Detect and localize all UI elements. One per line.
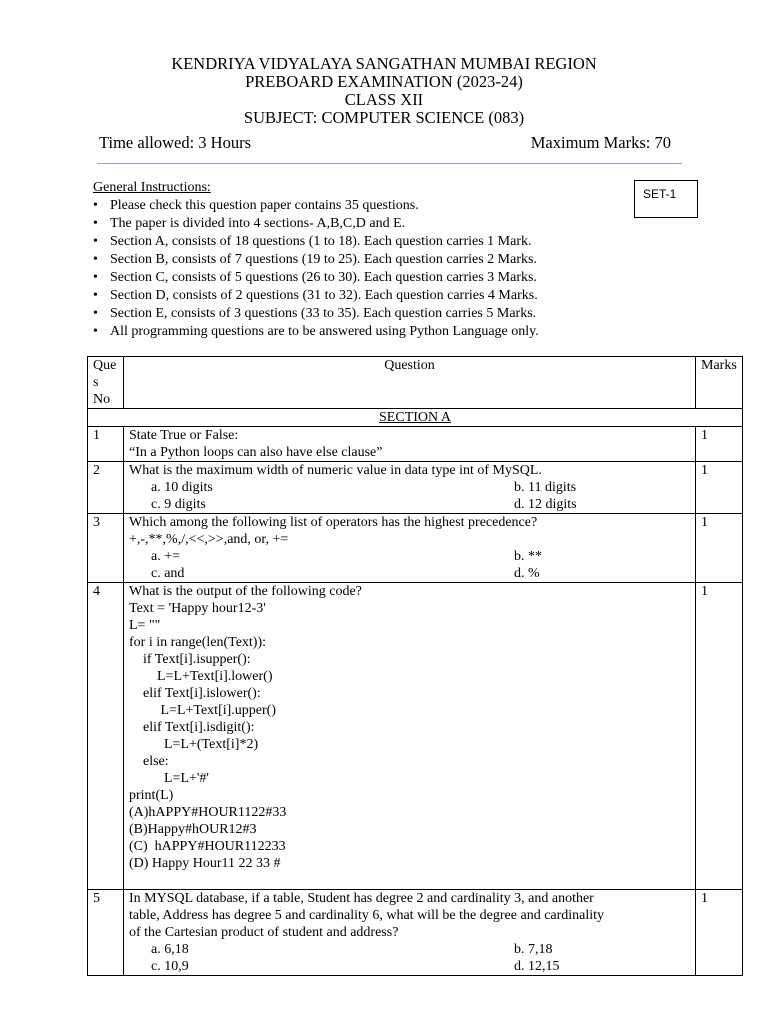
- option-b: b. 11 digits: [514, 480, 577, 495]
- table-row: [88, 514, 743, 583]
- table-row: [88, 462, 743, 514]
- options-grid: [151, 548, 690, 582]
- time-marks-row: [99, 133, 671, 153]
- code-line: L=L+Text[i].upper(): [129, 703, 276, 718]
- question-line: of the Cartesian product of student and address?: [129, 925, 399, 940]
- question-text: [124, 427, 696, 462]
- code-line: print(L): [129, 788, 174, 803]
- exam-name: PREBOARD EXAMINATION (2023-24): [245, 72, 523, 91]
- table-row: [88, 583, 743, 890]
- question-line: “In a Python loops can also have else clause”: [129, 445, 383, 460]
- question-line: Which among the following list of operators has the highest precedence?: [129, 515, 538, 530]
- question-number: 4: [88, 583, 124, 890]
- instructions-list: [93, 197, 539, 341]
- header-question-no: [88, 357, 124, 409]
- question-number: 1: [88, 427, 124, 462]
- section-row: [88, 409, 743, 427]
- header-no-line: s No: [93, 375, 111, 407]
- question-text: [124, 583, 696, 890]
- option-a: a. 6,18: [151, 942, 189, 957]
- question-marks: 1: [696, 462, 743, 514]
- code-line: L= "": [129, 618, 161, 633]
- option-c: c. 9 digits: [151, 497, 206, 512]
- question-number: 5: [88, 890, 124, 976]
- question-line: In MYSQL database, if a table, Student has degree 2 and cardinality 3, and another: [129, 891, 594, 906]
- subject-name: SUBJECT: COMPUTER SCIENCE (083): [243, 108, 525, 127]
- code-line: else:: [129, 754, 169, 769]
- question-marks: 1: [696, 583, 743, 890]
- code-line: L=L+'#': [129, 771, 209, 786]
- exam-header: [0, 55, 768, 127]
- table-header-row: [88, 357, 743, 409]
- instruction-item: • Section B, consists of 7 questions (19 to 25). Each question carries 2 Marks.: [93, 251, 539, 269]
- code-line: if Text[i].isupper():: [129, 652, 251, 667]
- options-grid: [151, 941, 690, 975]
- instructions-title: General Instructions:: [93, 180, 211, 195]
- option-b: b. 7,18: [514, 942, 553, 957]
- header-question: Question: [124, 357, 696, 409]
- header-marks: Marks: [696, 357, 743, 409]
- option-c: c. 10,9: [151, 959, 189, 974]
- question-text: [124, 462, 696, 514]
- table-row: [88, 890, 743, 976]
- question-line: What is the maximum width of numeric value in data type int of MySQL.: [129, 463, 542, 478]
- answer-option: (A)hAPPY#HOUR1122#33: [129, 805, 287, 820]
- instruction-item: • Section E, consists of 3 questions (33 to 35). Each question carries 5 Marks.: [93, 305, 539, 323]
- question-marks: 1: [696, 514, 743, 583]
- question-line: State True or False:: [129, 428, 239, 443]
- header-no-line: Que: [93, 358, 117, 373]
- question-marks: 1: [696, 427, 743, 462]
- table-row: [88, 427, 743, 462]
- answer-option: (B)Happy#hOUR12#3: [129, 822, 257, 837]
- answer-option: (D) Happy Hour11 22 33 #: [129, 856, 281, 871]
- instruction-item: • Section C, consists of 5 questions (26 to 30). Each question carries 3 Marks.: [93, 269, 539, 287]
- option-c: c. and: [151, 566, 185, 581]
- class-name: CLASS XII: [344, 90, 424, 109]
- set-label-box: SET-1: [634, 180, 698, 218]
- option-d: d. 12,15: [514, 959, 560, 974]
- code-line: elif Text[i].isdigit():: [129, 720, 255, 735]
- maximum-marks: Maximum Marks: 70: [530, 133, 671, 152]
- option-a: a. +=: [151, 549, 181, 564]
- question-line: table, Address has degree 5 and cardinality 6, what will be the degree and cardinality: [129, 908, 605, 923]
- instruction-item: • Section D, consists of 2 questions (31 to 32). Each question carries 4 Marks.: [93, 287, 539, 305]
- options-grid: [151, 479, 690, 513]
- instruction-item: • Please check this question paper contains 35 questions.: [93, 197, 539, 215]
- question-text: [124, 890, 696, 976]
- option-d: d. 12 digits: [514, 497, 577, 512]
- option-b: b. **: [514, 549, 542, 564]
- code-line: for i in range(len(Text)):: [129, 635, 267, 650]
- code-line: L=L+Text[i].lower(): [129, 669, 273, 684]
- org-name: KENDRIYA VIDYALAYA SANGATHAN MUMBAI REGION: [171, 54, 597, 73]
- instruction-item: • The paper is divided into 4 sections- A,B,C,D and E.: [93, 215, 539, 233]
- option-d: d. %: [514, 566, 540, 581]
- question-number: 2: [88, 462, 124, 514]
- code-line: elif Text[i].islower():: [129, 686, 261, 701]
- code-line: Text = 'Happy hour12-3': [129, 601, 266, 616]
- header-divider: [97, 163, 682, 164]
- question-line: What is the output of the following code?: [129, 584, 362, 599]
- instruction-item: • Section A, consists of 18 questions (1 to 18). Each question carries 1 Mark.: [93, 233, 539, 251]
- instruction-item: • All programming questions are to be answered using Python Language only.: [93, 323, 539, 341]
- question-table: [87, 356, 743, 976]
- question-marks: 1: [696, 890, 743, 976]
- answer-option: (C) hAPPY#HOUR112233: [129, 839, 286, 854]
- operator-list: +,-,**,%,/,<<,>>,and, or, +=: [129, 532, 289, 547]
- question-text: [124, 514, 696, 583]
- option-a: a. 10 digits: [151, 480, 213, 495]
- question-number: 3: [88, 514, 124, 583]
- code-line: L=L+(Text[i]*2): [129, 737, 259, 752]
- time-allowed: Time allowed: 3 Hours: [99, 133, 252, 152]
- section-a-title: SECTION A: [88, 409, 743, 427]
